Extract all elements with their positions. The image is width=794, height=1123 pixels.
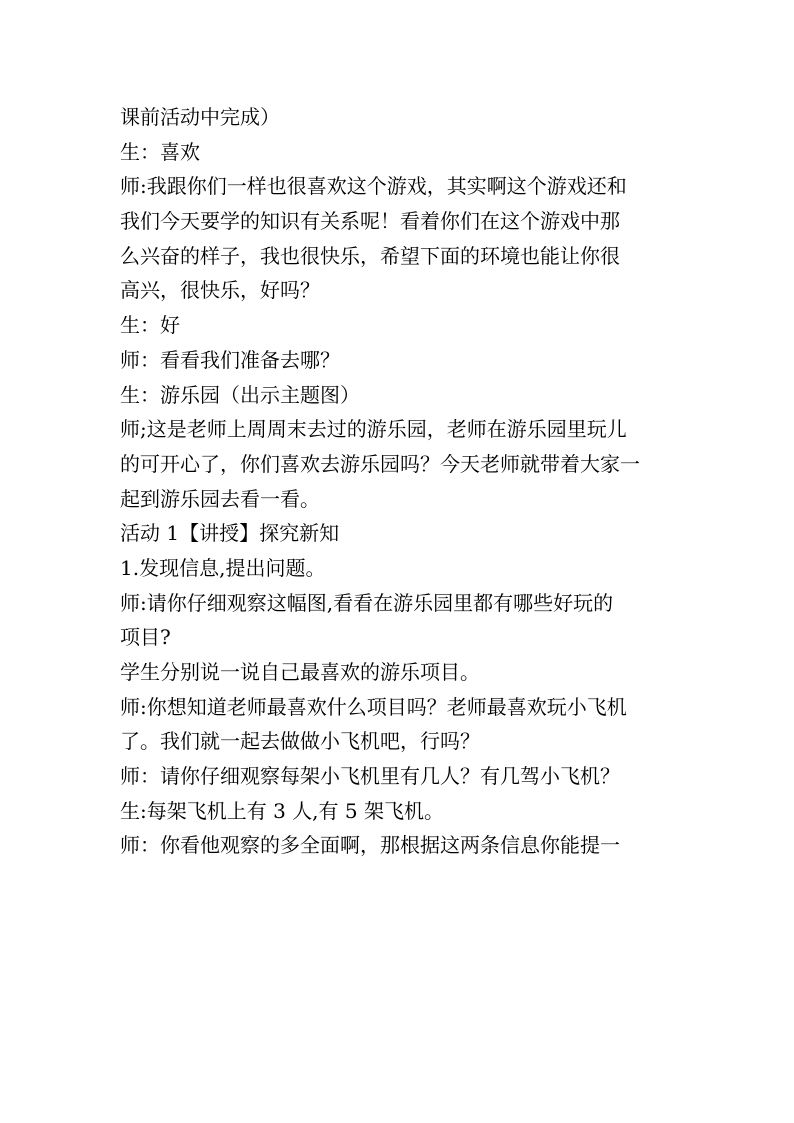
text-line: 生:每架飞机上有 3 人,有 5 架飞机。 — [120, 798, 444, 823]
text-line: 高兴，很快乐，好吗？ — [120, 278, 320, 303]
text-line: 师;这是老师上周周末去过的游乐园，老师在游乐园里玩儿 — [120, 417, 627, 442]
section-heading: 活动 1【讲授】探究新知 — [120, 521, 340, 546]
text-line: 起到游乐园去看一看。 — [120, 486, 320, 511]
text-line: 学生分别说一说自己最喜欢的游乐项目。 — [120, 660, 480, 684]
text-line: 师：看看我们准备去哪？ — [120, 347, 340, 372]
document-body — [120, 100, 680, 863]
text-line: 师：请你仔细观察每架小飞机里有几人？有几驾小飞机？ — [120, 764, 620, 789]
text-line: 师：你看他观察的多全面啊，那根据这两条信息你能提一 — [120, 833, 620, 858]
subsection-heading: 1.发现信息,提出问题。 — [120, 555, 326, 580]
text-line: 的可开心了，你们喜欢去游乐园吗？今天老师就带着大家一 — [120, 451, 640, 476]
text-line: 我们今天要学的知识有关系呢！看着你们在这个游戏中那 — [120, 209, 620, 234]
text-line: 生：喜欢 — [120, 139, 200, 164]
text-line: 师:我跟你们一样也很喜欢这个游戏，其实啊这个游戏还和 — [120, 174, 627, 199]
text-line: 师:你想知道老师最喜欢什么项目吗？老师最喜欢玩小飞机 — [120, 694, 627, 719]
text-line: 么兴奋的样子，我也很快乐，希望下面的环境也能让你很 — [120, 243, 620, 268]
text-line: 生：游乐园（出示主题图） — [120, 382, 360, 407]
text-line: 课前活动中完成） — [120, 105, 280, 129]
text-line: 了。我们就一起去做做小飞机吧，行吗？ — [120, 729, 480, 754]
text-line: 项目? — [120, 625, 171, 650]
text-line: 师:请你仔细观察这幅图,看看在游乐园里都有哪些好玩的 — [120, 590, 614, 615]
text-line: 生：好 — [120, 313, 180, 338]
